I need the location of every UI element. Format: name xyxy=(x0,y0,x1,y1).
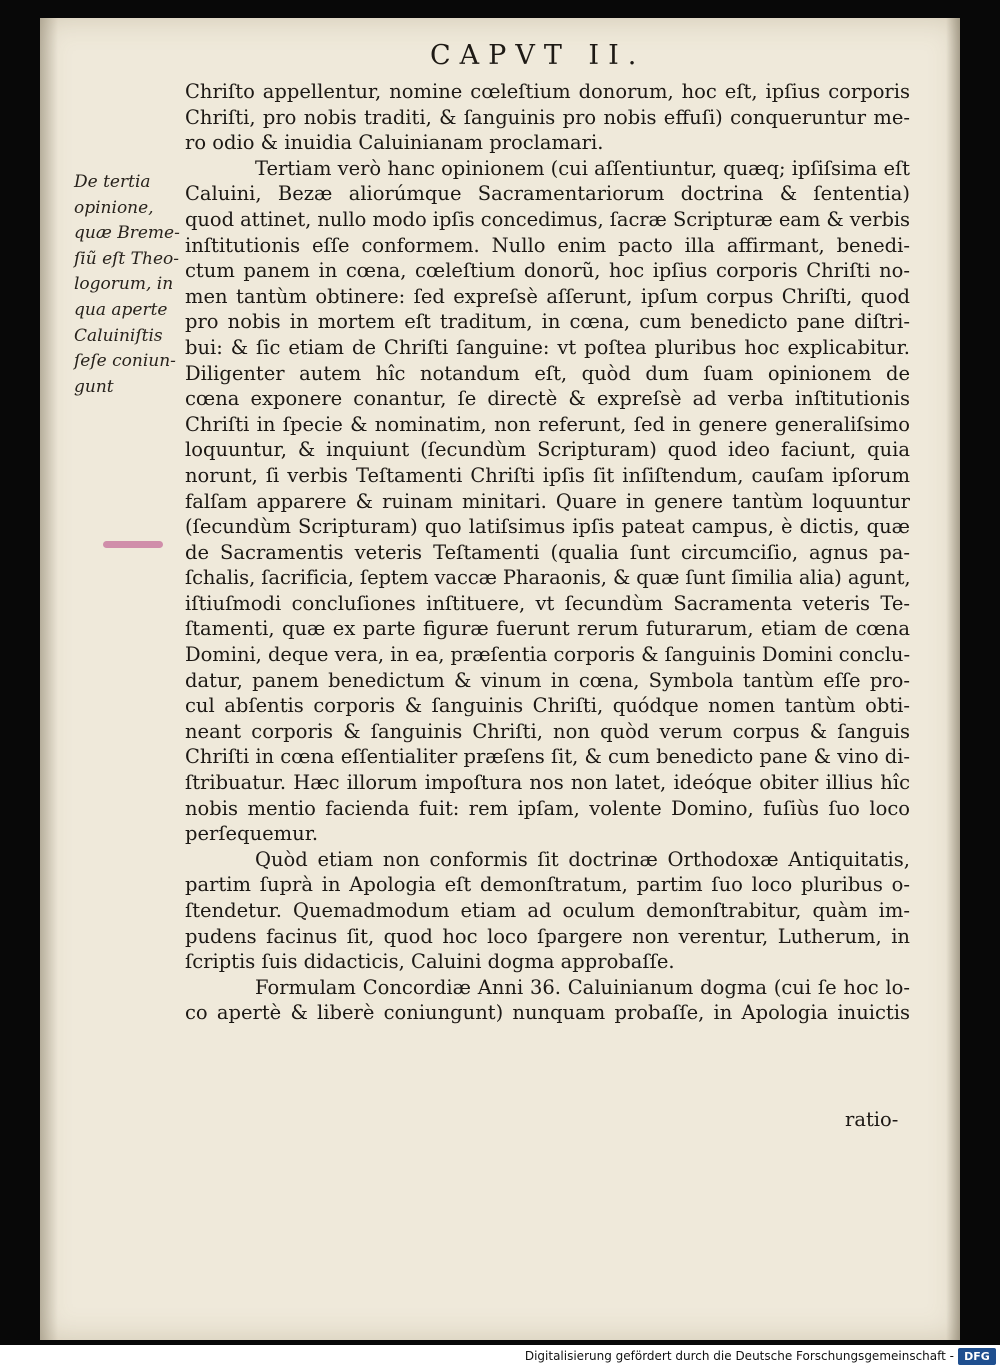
text-line: iſtiuſmodi concluſiones inſtituere, vt ſecundùm Sacramenta veteris Te- xyxy=(185,591,910,615)
text-line: pro nobis in mortem eſt traditum, in cœna, cum benedicto pane diſtri- xyxy=(185,310,910,334)
margin-note-line: opinione, xyxy=(74,197,154,218)
text-line: partim ſuprà in Apologia eſt demonſtratum, partim ſuo loco pluribus o- xyxy=(185,873,910,897)
ink-smudge xyxy=(103,541,163,548)
text-line: co apertè & liberè coniungunt) nunquam probaſſe, in Apologia inuictis xyxy=(185,1001,910,1025)
text-line: Chriſto appellentur, nomine cœleſtium donorum, hoc eſt, ipſius corporis xyxy=(185,80,910,103)
text-line: ctum panem in cœna, cœleſtium donorũ, hoc ipſius corporis Chriſti no- xyxy=(185,259,910,283)
text-line: ſtendetur. Quemadmodum etiam ad oculum demonſtrabitur, quàm im- xyxy=(185,899,910,922)
text-line: perſequemur. xyxy=(185,822,319,846)
text-line: ro odio & inuidia Caluinianam proclamari. xyxy=(185,131,604,155)
text-line: Domini, deque vera, in ea, præſentia corporis & ſanguinis Domini conclu- xyxy=(185,643,910,667)
text-line: pudens facinus ſit, quod hoc loco ſpargere non verentur, Lutherum, in xyxy=(185,924,910,948)
text-line: neant corporis & ſanguinis Chriſti, non quòd verum corpus & ſanguis xyxy=(185,719,910,743)
text-line: ſtamenti, quæ ex parte figuræ fuerunt rerum futurarum, etiam de cœna xyxy=(185,617,910,641)
text-line: Quòd etiam non conformis ſit doctrinæ Orthodoxæ Antiquitatis, xyxy=(255,847,910,871)
text-line: quod attinet, nullo modo ipſis concedimus, ſacræ Scripturæ eam & verbis xyxy=(185,207,910,231)
text-line: bui: & ſic etiam de Chriſti ſanguine: vt poſtea pluribus hoc explicabitur. xyxy=(185,335,910,359)
body-text xyxy=(185,79,910,1026)
text-line: inſtitutionis eſſe conformem. Nullo enim pacto illa affirmant, benedi- xyxy=(185,233,910,257)
margin-note-line: gunt xyxy=(74,376,114,397)
margin-note-line: De tertia xyxy=(74,172,151,192)
text-line: nobis mentio facienda fuit: rem ipſam, volente Domino, fuſiùs ſuo loco xyxy=(185,796,910,820)
page-gutter-shadow xyxy=(40,18,58,1340)
text-line: Chriſti in ſpecie & nominatim, non referunt, ſed in genere generaliſsimo xyxy=(185,412,910,436)
text-line: Tertiam verò hanc opinionem (cui aſſentiuntur, quæq; ipſiſsima eſt xyxy=(255,156,910,180)
running-head: CAPVT II. xyxy=(430,40,646,71)
text-line: de Sacramentis veteris Teſtamenti (qualia ſunt circumciſio, agnus pa- xyxy=(185,540,910,564)
text-line: loquuntur, & inquiunt (ſecundùm Scripturam) quod ideo faciunt, quia xyxy=(185,438,910,462)
page-edge-shadow xyxy=(946,18,960,1340)
text-line: cœna exponere conantur, ſe directè & expreſsè ad verba inſtitutionis xyxy=(185,387,910,411)
margin-note-line: logorum, in xyxy=(74,274,174,295)
text-line: Chriſti in cœna eſſentialiter præſens ſit, & cum benedicto pane & vino di- xyxy=(185,745,910,769)
margin-note-line: quæ Breme- xyxy=(74,223,180,244)
margin-note-line: ſiũ eſt Theo- xyxy=(74,248,179,269)
text-line: Diligenter autem hîc notandum eſt, quòd dum ſuam opinionem de xyxy=(185,361,910,385)
text-line: ſchalis, ſacrificia, ſeptem vaccæ Pharaonis, & quæ ſunt ſimilia alia) agunt, xyxy=(185,566,910,590)
text-line: falſam apparere & ruinam minitari. Quare in genere tantùm loquuntur xyxy=(185,489,910,513)
dfg-logo-icon: DFG xyxy=(958,1348,996,1365)
text-line: men tantùm obtinere: ſed expreſsè aſſerunt, ipſum corpus Chriſti, quod xyxy=(185,284,910,308)
margin-note-line: Caluiniſtis xyxy=(74,325,163,346)
catchword: ratio- xyxy=(845,1108,899,1131)
text-line: (ſecundùm Scripturam) quo latiſsimus ipſis pateat campus, è dictis, quæ xyxy=(185,515,910,539)
footer-credit: Digitalisierung gefördert durch die Deutsche Forschungsgemeinschaft - xyxy=(524,1349,954,1363)
text-line: Formulam Concordiæ Anni 36. Caluinianum dogma (cui ſe hoc lo- xyxy=(255,975,910,999)
text-line: norunt, ſi verbis Teſtamenti Chriſti ipſis ſit inſiſtendum, cauſam ipſorum xyxy=(185,463,910,487)
footer-bar xyxy=(0,1345,1000,1369)
margin-note-line: qua aperte xyxy=(74,299,168,320)
margin-note xyxy=(74,170,192,400)
text-line: Caluini, Bezæ aliorúmque Sacramentariorum doctrina & ſententia) xyxy=(185,182,910,206)
text-line: ſtribuatur. Hæc illorum impoſtura nos non latet, ideóque obiter illius hîc xyxy=(185,771,910,795)
text-line: Chriſti, pro nobis traditi, & ſanguinis pro nobis effuſi) conqueruntur me- xyxy=(185,105,910,129)
margin-note-line: ſeſe coniun- xyxy=(74,351,176,372)
text-line: datur, panem benedictum & vinum in cœna, Symbola tantùm eſſe pro- xyxy=(185,668,910,692)
text-line: ſcriptis ſuis didacticis, Caluini dogma approbaſſe. xyxy=(185,950,675,974)
text-line: cul abſentis corporis & ſanguinis Chriſti, quódque nomen tantùm obti- xyxy=(185,694,910,718)
